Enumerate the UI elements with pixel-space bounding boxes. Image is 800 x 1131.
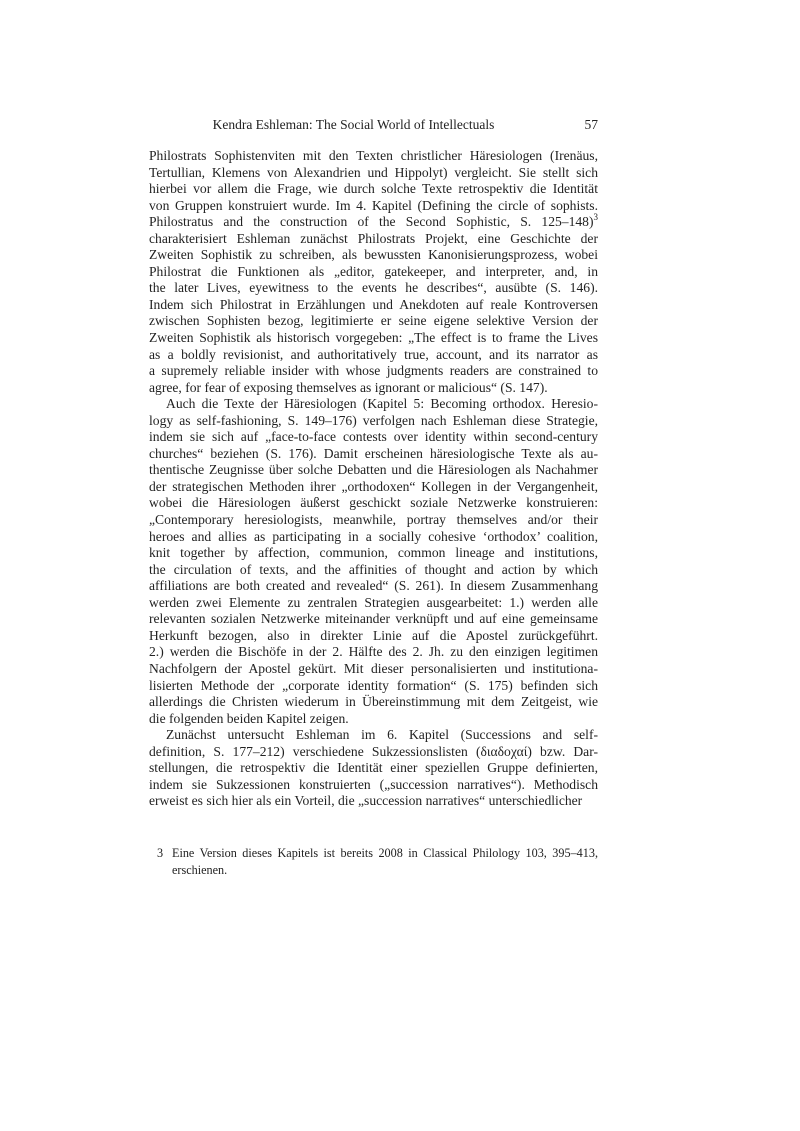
text-line-content: „Contemporary heresiologists, meanwhile, portray themselves and/or their bbox=[149, 512, 598, 528]
paragraph bbox=[149, 148, 598, 396]
text-line bbox=[149, 297, 598, 314]
text-line bbox=[149, 413, 598, 430]
text-line bbox=[149, 529, 598, 546]
paragraph bbox=[149, 396, 598, 727]
text-line bbox=[149, 214, 598, 231]
text-line bbox=[149, 313, 598, 330]
text-line bbox=[149, 148, 598, 165]
text-line-content: Zweiten Sophistik als historisch vorgegeben: „The effect is to frame the Lives bbox=[149, 330, 598, 346]
text-line-content: stellungen, die retrospektiv die Identität einer speziellen Gruppe definierten, bbox=[149, 760, 598, 776]
text-line-content: die folgenden beiden Kapitel zeigen. bbox=[149, 710, 349, 726]
text-line-content: Philostrats Sophistenviten mit den Texten christlicher Häresiologen (Irenäus, bbox=[149, 148, 598, 163]
text-line-content: indem sie sich auf „face-to-face contests over identity within second-century bbox=[149, 429, 598, 445]
text-line-content: definition, S. 177–212) verschiedene Sukzessionslisten (διαδοχαί) bzw. Dar- bbox=[149, 743, 598, 759]
text-line-content: agree, for fear of exposing themselves as ignorant or malicious“ (S. 147). bbox=[149, 379, 548, 395]
text-line bbox=[149, 760, 598, 777]
text-line-content: von Gruppen konstruiert wurde. Im 4. Kapitel (Defining the circle of sophists. bbox=[149, 197, 598, 213]
footnote-line: erschienen. bbox=[172, 862, 228, 877]
text-line bbox=[149, 744, 598, 761]
text-line-content: hierbei vor allem die Frage, wie durch solche Texte retrospektiv die Identität bbox=[149, 181, 598, 197]
footnote-line: Eine Version dieses Kapitels ist bereits 2008 in Classical Philology 103, 395–413, bbox=[172, 846, 598, 860]
text-line bbox=[149, 165, 598, 182]
text-line bbox=[149, 347, 598, 364]
text-line bbox=[149, 330, 598, 347]
text-line-content: erweist es sich hier als ein Vorteil, die „succession narratives“ unterschiedlicher bbox=[149, 793, 583, 809]
text-line-content: thentische Zeugnisse über solche Debatten und die Häresiologen als Nachahmer bbox=[149, 462, 598, 478]
text-line-content: Herkunft bezogen, also in direkter Linie auf die Apostel zurückgeführt. bbox=[149, 627, 598, 643]
text-line bbox=[149, 628, 598, 645]
text-line-content: lisierten Methode der „corporate identity formation“ (S. 175) befinden sich bbox=[149, 677, 598, 693]
text-line-content: werden zwei Elemente zu zentralen Strategien ausgearbeitet: 1.) werden alle bbox=[149, 594, 598, 610]
text-line bbox=[149, 512, 598, 529]
text-line bbox=[149, 793, 598, 810]
text-line-content: Zunächst untersucht Eshleman im 6. Kapitel (Successions and self- bbox=[166, 727, 598, 743]
page-number: 57 bbox=[584, 117, 598, 132]
text-line-content: the later Lives, eyewitness to the events he describes“, ausübte (S. 146). bbox=[149, 280, 598, 296]
text-line bbox=[149, 429, 598, 446]
text-line bbox=[149, 495, 598, 512]
text-line-content: Tertullian, Klemens von Alexandrien und Hippolyt) vergleicht. Sie stellt sich bbox=[149, 164, 598, 180]
footnote-number: 3 bbox=[157, 846, 164, 860]
running-title: Kendra Eshleman: The Social World of Intellectuals bbox=[212, 117, 495, 132]
text-line bbox=[149, 644, 598, 661]
text-line bbox=[149, 595, 598, 612]
text-line bbox=[149, 198, 598, 215]
text-line-content: Indem sich Philostrat in Erzählungen und Anekdoten auf reale Kontroversen bbox=[149, 296, 598, 312]
text-line-content: as a boldly revisionist, and authoritatively true, account, and its narrator as bbox=[149, 346, 598, 362]
running-header bbox=[149, 117, 598, 135]
text-line bbox=[149, 711, 598, 728]
text-line bbox=[149, 280, 598, 297]
text-line-content: heroes and allies as participating in a socially cohesive ‘orthodox’ coalition, bbox=[149, 528, 598, 544]
text-line bbox=[149, 661, 598, 678]
text-line-content: allerdings die Christen wiederum in Übereinstimmung mit dem Zeitgeist, wie bbox=[149, 694, 598, 710]
text-line bbox=[149, 363, 598, 380]
text-line bbox=[149, 181, 598, 198]
footnote bbox=[149, 845, 598, 878]
text-line bbox=[149, 446, 598, 463]
text-line-content: logy as self-fashioning, S. 149–176) verfolgen nach Eshleman diese Strategie, bbox=[149, 412, 598, 428]
text-line-content: Philostratus and the construction of the Second Sophistic, S. 125–148) bbox=[149, 214, 594, 230]
text-line bbox=[149, 694, 598, 711]
text-line bbox=[149, 462, 598, 479]
text-line-content: a supremely reliable insider with whose judgments readers are constrained to bbox=[149, 363, 598, 379]
text-line bbox=[149, 247, 598, 264]
text-line-content: the circulation of texts, and the affinities of thought and action by which bbox=[149, 561, 598, 577]
text-line-content: der strategischen Methoden ihrer „orthodoxen“ Kollegen in der Vergangenheit, bbox=[149, 478, 598, 494]
text-line-content: zwischen Sophisten bezog, legitimierte er seine eigene selektive Version der bbox=[149, 313, 598, 329]
text-line bbox=[149, 562, 598, 579]
text-line bbox=[149, 231, 598, 248]
text-line-content: churches“ beziehen (S. 176). Damit erscheinen häresiologische Texte als au- bbox=[149, 445, 598, 461]
body-text bbox=[149, 148, 598, 810]
footnote-reference[interactable]: 3 bbox=[593, 212, 598, 223]
text-line bbox=[149, 727, 598, 744]
text-line bbox=[149, 777, 598, 794]
text-line-content: knit together by affection, communion, common lineage and institutions, bbox=[149, 545, 598, 561]
text-line-content: Philostrat die Funktionen als „editor, gatekeeper, and interpreter, and, in bbox=[149, 263, 598, 279]
text-line-content: Auch die Texte der Häresiologen (Kapitel 5: Becoming orthodox. Heresio- bbox=[166, 396, 598, 412]
text-line bbox=[149, 396, 598, 413]
text-line bbox=[149, 380, 598, 397]
text-line bbox=[149, 479, 598, 496]
text-line bbox=[149, 264, 598, 281]
text-line bbox=[149, 545, 598, 562]
text-line-content: charakterisiert Eshleman zunächst Philostrats Projekt, eine Geschichte der bbox=[149, 230, 598, 246]
text-line-content: wobei die Häresiologen äußerst geschickt soziale Netzwerke konstruieren: bbox=[149, 495, 598, 511]
text-line-content: affiliations are both created and revealed“ (S. 261). In diesem Zusammenhang bbox=[149, 578, 598, 594]
text-line-content: relevanten sozialen Netzwerke miteinander verknüpft und auf eine gemeinsame bbox=[149, 611, 598, 627]
text-line-content: Nachfolgern der Apostel gekürt. Mit dieser personalisierten und institutiona- bbox=[149, 660, 598, 676]
paragraph bbox=[149, 727, 598, 810]
text-line-content: 2.) werden die Bischöfe in der 2. Hälfte des 2. Jh. zu den einzigen legitimen bbox=[149, 644, 598, 660]
text-line bbox=[149, 678, 598, 695]
text-line bbox=[149, 578, 598, 595]
text-line bbox=[149, 611, 598, 628]
text-line-content: indem sie Sukzessionen konstruierten („succession narratives“). Methodisch bbox=[149, 776, 598, 792]
text-line-content: Zweiten Sophistik zu schreiben, als bewussten Kanonisierungsprozess, wobei bbox=[149, 247, 598, 263]
